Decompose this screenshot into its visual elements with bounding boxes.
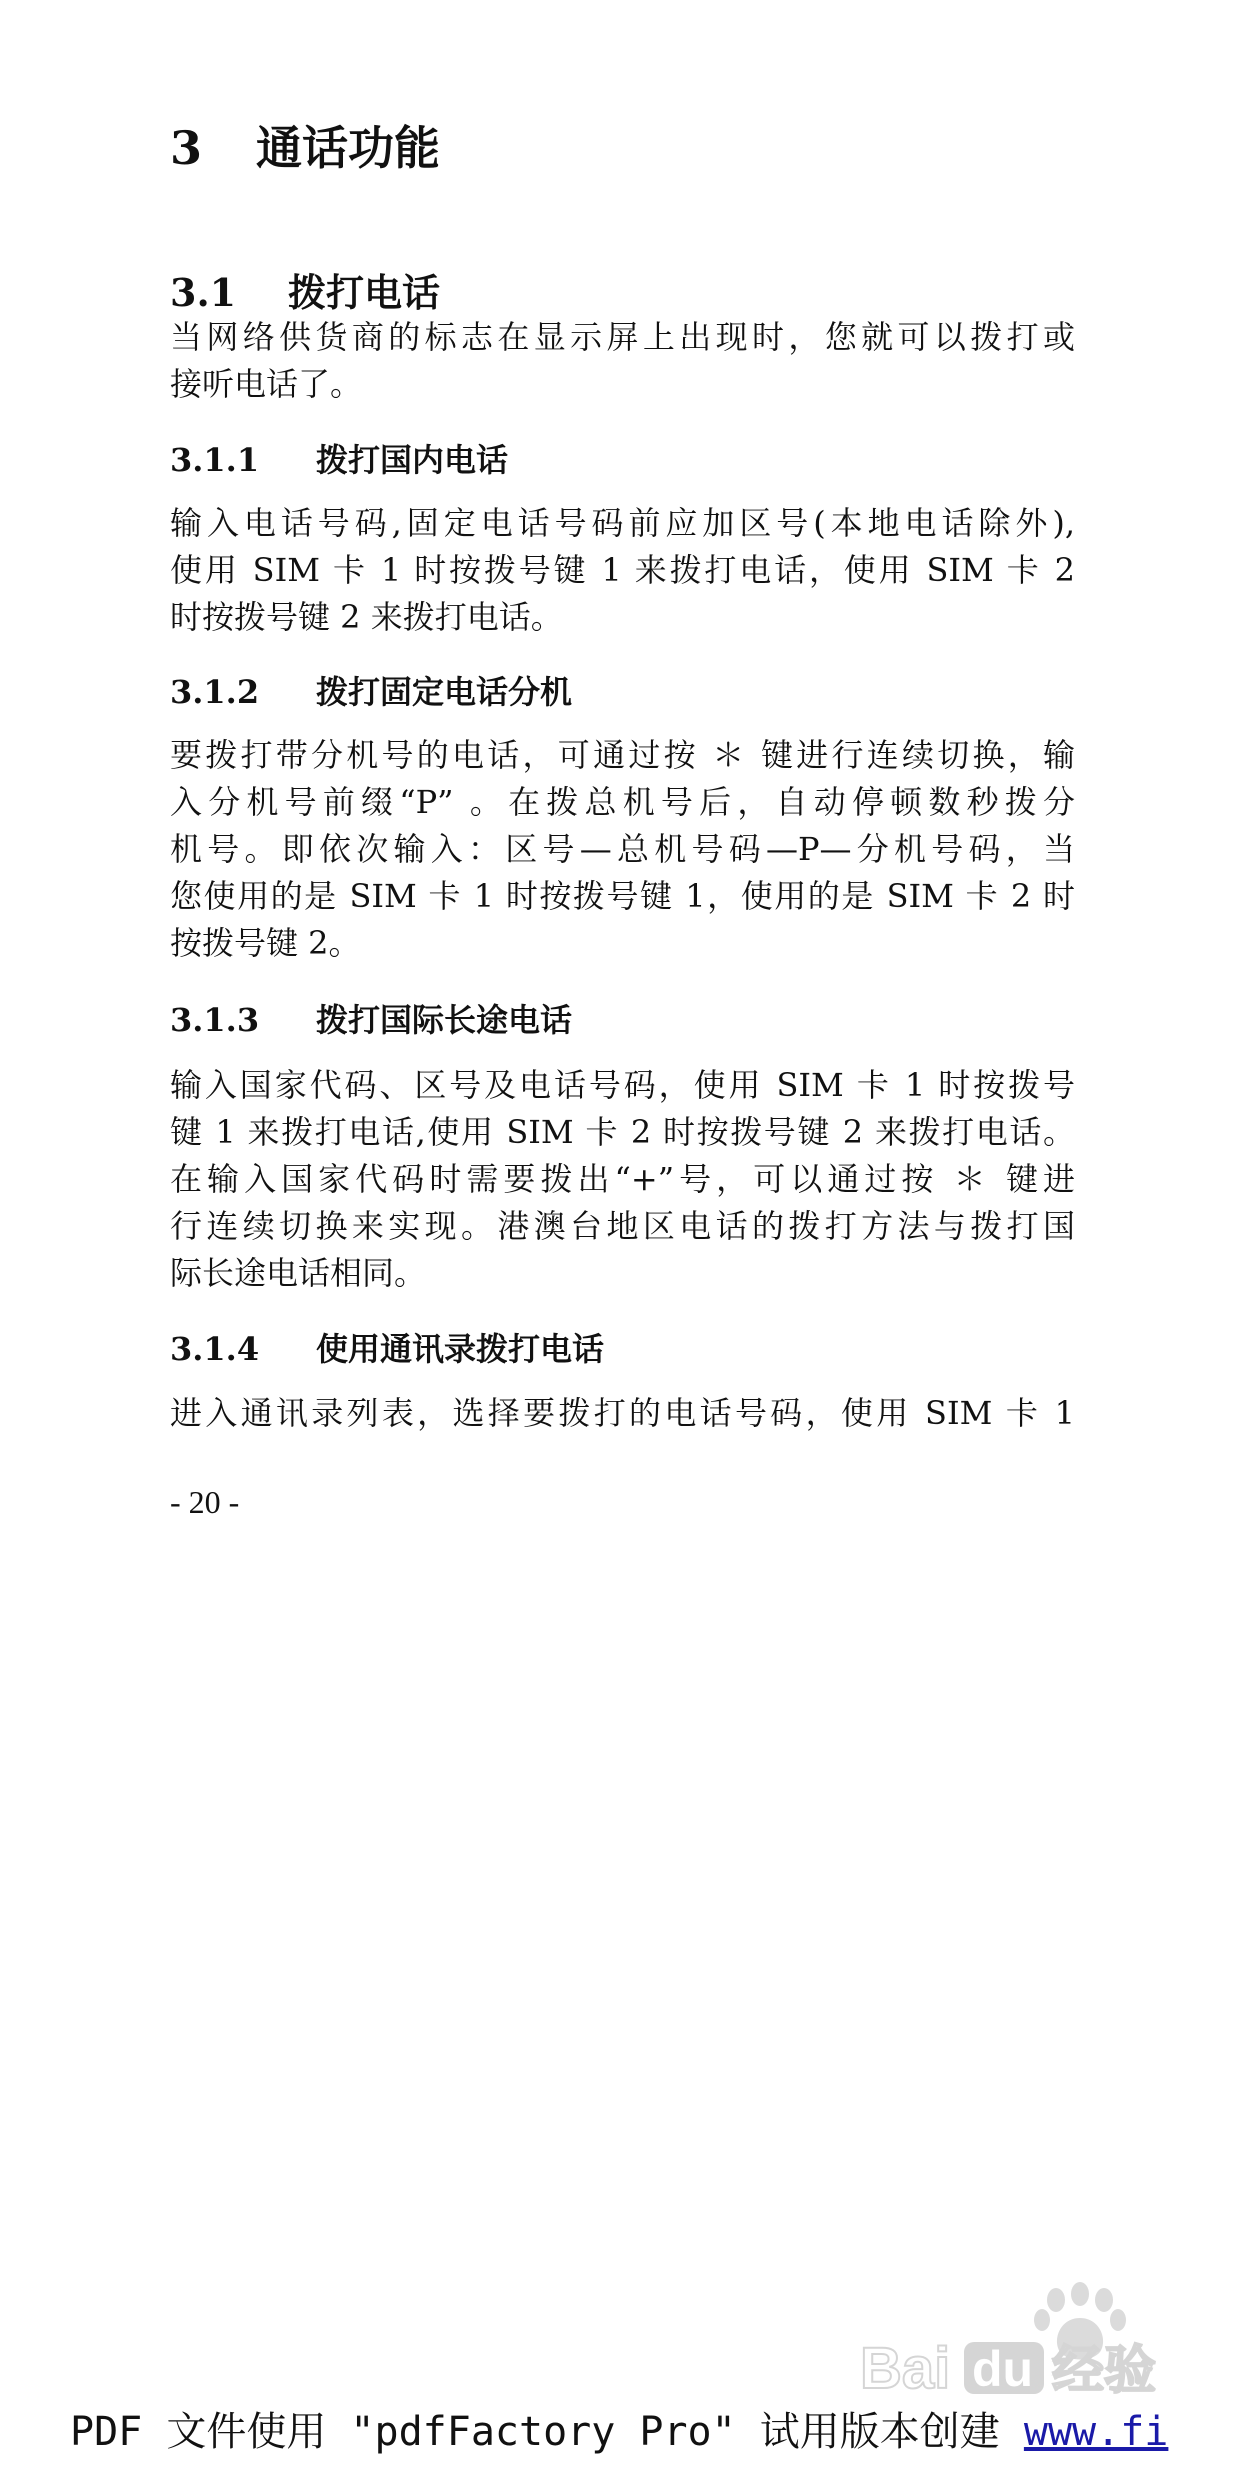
subsection-title: 拨打国际长途电话 bbox=[316, 1001, 573, 1039]
paragraph-line: 入分机号前缀“P” 。在拨总机号后，自动停顿数秒拨分 bbox=[170, 783, 1075, 821]
paragraph-line: 接听电话了。 bbox=[170, 365, 363, 403]
paragraph-line: 键 1 来拨打电话,使用 SIM 卡 2 时按拨号键 2 来拨打电话。 bbox=[170, 1113, 1075, 1151]
subsection-heading-3-1-1 bbox=[170, 435, 508, 481]
paragraph-line: 输入国家代码、区号及电话号码，使用 SIM 卡 1 时按拨号 bbox=[170, 1066, 1075, 1104]
subsection-title: 使用通讯录拨打电话 bbox=[316, 1330, 605, 1368]
paragraph-line: 输入电话号码,固定电话号码前应加区号(本地电话除外), bbox=[170, 504, 1075, 542]
subsection-heading-3-1-4 bbox=[170, 1324, 604, 1370]
chapter-number: 3 bbox=[170, 121, 203, 175]
footer-text: PDF 文件使用 "pdfFactory Pro" 试用版本创建 bbox=[70, 2409, 1024, 2455]
paragraph-line: 际长途电话相同。 bbox=[170, 1254, 427, 1292]
pdf-footer bbox=[70, 2400, 1168, 2457]
paragraph-line: 行连续切换来实现。港澳台地区电话的拨打方法与拨打国 bbox=[170, 1207, 1075, 1245]
chapter-heading bbox=[170, 112, 440, 178]
paragraph-line: 按拨号键 2。 bbox=[170, 924, 361, 962]
subsection-number: 3.1.2 bbox=[170, 673, 260, 711]
section-3-1-3-body bbox=[170, 1062, 1075, 1297]
section-title: 拨打电话 bbox=[288, 270, 441, 315]
section-3-1-body bbox=[170, 314, 1075, 408]
subsection-title: 拨打国内电话 bbox=[316, 441, 509, 479]
paragraph-line: 要拨打带分机号的电话，可通过按 ＊ 键进行连续切换，输 bbox=[170, 736, 1075, 774]
subsection-heading-3-1-2 bbox=[170, 667, 572, 713]
subsection-number: 3.1.1 bbox=[170, 441, 260, 479]
svg-text:Bai: Bai bbox=[860, 2336, 951, 2400]
section-heading-3-1 bbox=[170, 262, 440, 317]
paragraph-line: 进入通讯录列表，选择要拨打的电话号码，使用 SIM 卡 1 bbox=[170, 1394, 1075, 1432]
svg-text:du: du bbox=[972, 2341, 1034, 2397]
paragraph-line: 当网络供货商的标志在显示屏上出现时，您就可以拨打或 bbox=[170, 318, 1075, 356]
paragraph-line: 在输入国家代码时需要拨出“+”号，可以通过按 ＊ 键进 bbox=[170, 1160, 1075, 1198]
chapter-title: 通话功能 bbox=[256, 121, 440, 175]
paragraph-line: 您使用的是 SIM 卡 1 时按拨号键 1，使用的是 SIM 卡 2 时 bbox=[170, 877, 1075, 915]
page-number: - 20 - bbox=[170, 1484, 240, 1520]
footer-link[interactable]: www.fi bbox=[1023, 2409, 1169, 2455]
section-3-1-2-body bbox=[170, 732, 1075, 967]
subsection-number: 3.1.3 bbox=[170, 1001, 260, 1039]
subsection-number: 3.1.4 bbox=[170, 1330, 260, 1368]
subsection-heading-3-1-3 bbox=[170, 995, 572, 1041]
section-number: 3.1 bbox=[170, 270, 237, 315]
paragraph-line: 使用 SIM 卡 1 时按拨号键 1 来拨打电话，使用 SIM 卡 2 bbox=[170, 551, 1075, 589]
subsection-title: 拨打固定电话分机 bbox=[316, 673, 573, 711]
paragraph-line: 时按拨号键 2 来拨打电话。 bbox=[170, 598, 563, 636]
section-3-1-1-body bbox=[170, 500, 1075, 641]
svg-text:经验: 经验 bbox=[1052, 2341, 1157, 2400]
section-3-1-4-body bbox=[170, 1390, 1075, 1437]
baidu-watermark-logo bbox=[860, 2280, 1180, 2400]
paragraph-line: 机号。即依次输入：区号—总机号码—P—分机号码，当 bbox=[170, 830, 1075, 868]
